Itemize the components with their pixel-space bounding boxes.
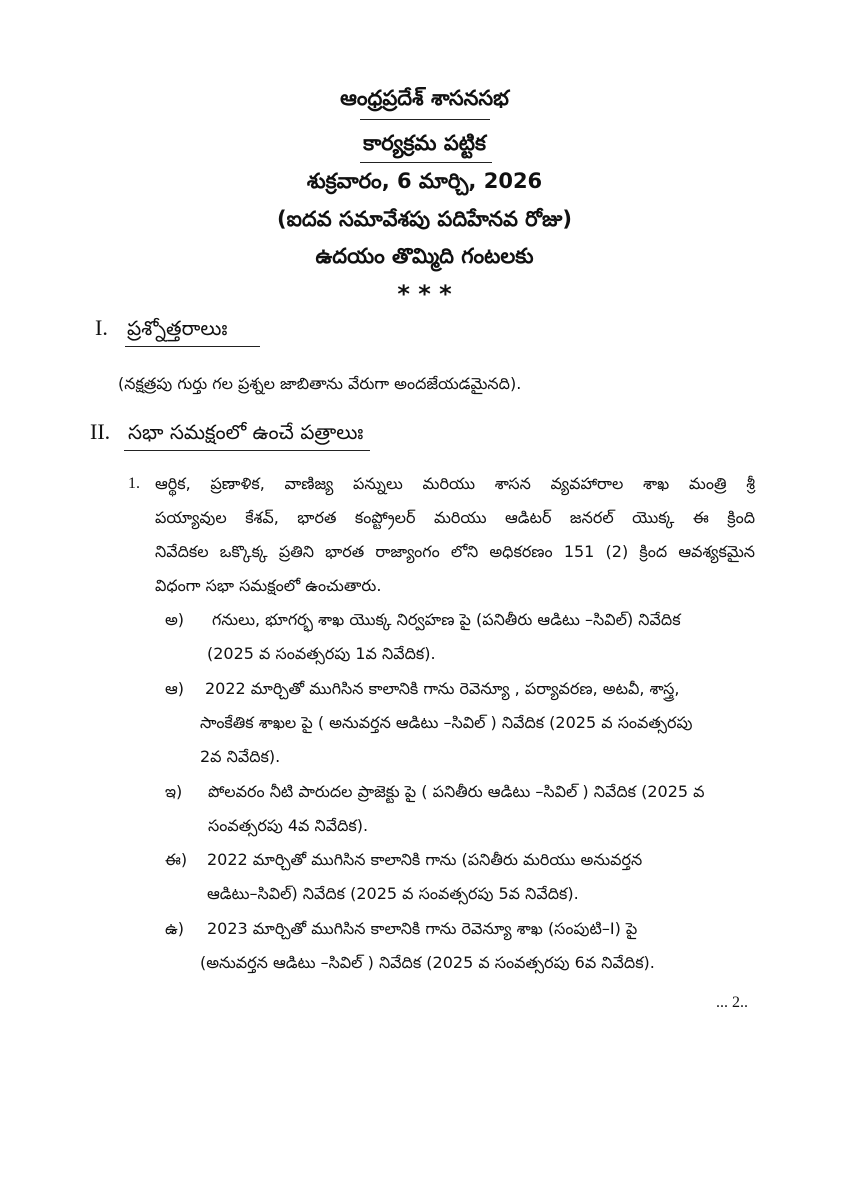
item-1-line-2: పయ్యావుల కేశవ్, భారత కంప్ట్రోలర్ మరియు ఆడిటర్ జనరల్ యొక్క ఈ క్రింది: [155, 508, 755, 527]
agenda-rule: [360, 162, 492, 163]
section-2-underline: [124, 450, 370, 451]
subitem-aa-line-3: 2వ నివేదిక).: [200, 747, 281, 766]
subitem-ii-label: ఈ): [165, 850, 188, 869]
item-1-line-4: విధంగా సభా సమక్షంలో ఉంచుతారు.: [155, 576, 382, 595]
subitem-aa-label: ఆ): [165, 679, 185, 698]
subitem-a-label: అ): [165, 610, 185, 629]
subitem-ii-line-1: 2022 మార్చితో ముగిసిన కాలానికి గాను (పనితీరు మరియు అనువర్తన: [207, 850, 643, 869]
subitem-i-label: ఇ): [165, 782, 183, 801]
assembly-title: ఆంధ్రప్రదేశ్ శాసనసభ: [340, 86, 509, 110]
subitem-a-line-1: గనులు, భూగర్భ శాఖ యొక్క నిర్వహణ పై (పనితీరు ఆడిటు –సివిల్) నివేదిక: [212, 610, 681, 629]
subitem-a-line-2: (2025 వ సంవత్సరపు 1వ నివేదిక).: [207, 644, 436, 663]
subitem-u-line-1: 2023 మార్చితో ముగిసిన కాలానికి గాను రెవెన్యూ శాఖ (సంపుటి–I) పై: [207, 919, 638, 938]
page-continuation: ... 2..: [716, 994, 748, 1011]
agenda-title: కార్యక్రమ పట్టిక: [363, 131, 486, 155]
separator-stars: * * *: [397, 280, 452, 308]
section-2-title: సభా సమక్షంలో ఉంచే పత్రాలుః: [128, 420, 364, 444]
title-rule: [360, 119, 490, 120]
section-2-number: II.: [90, 419, 111, 444]
session-info: (ఐదవ సమావేశపు పదిహేనవ రోజు): [277, 207, 572, 231]
subitem-ii-line-2: ఆడిటు–సివిల్) నివేదిక (2025 వ సంవత్సరపు 5వ నివేదిక).: [207, 884, 579, 903]
section-2-heading: [90, 418, 364, 446]
section-1-underline: [125, 346, 260, 347]
meeting-time: ఉదయం తొమ్మిది గంటలకు: [315, 244, 534, 268]
item-1-line-1: ఆర్థిక, ప్రణాళిక, వాణిజ్య పన్నులు మరియు శాసన వ్యవహారాల శాఖ మంత్రి శ్రీ: [155, 474, 755, 493]
subitem-i-line-2: సంవత్సరపు 4వ నివేదిక).: [208, 816, 369, 835]
section-1-title: ప్రశ్నోత్తరాలుః: [127, 316, 228, 340]
agenda-date: శుక్రవారం, 6 మార్చి, 2026: [306, 169, 543, 193]
item-1-line-3: నివేదికల ఒక్కొక్క ప్రతిని భారత రాజ్యాంగం లోని అధికరణం 151 (2) క్రింద ఆవశ్యకమైన: [155, 542, 755, 561]
section-1-heading: [95, 314, 228, 342]
subitem-aa-line-2: సాంకేతిక శాఖల పై ( అనువర్తన ఆడిటు –సివిల్ ) నివేదిక (2025 వ సంవత్సరపు: [200, 713, 693, 732]
section-1-number: I.: [95, 315, 108, 340]
item-1-number: 1.: [128, 475, 140, 492]
subitem-u-line-2: (అనువర్తన ఆడిటు –సివిల్ ) నివేదిక (2025 వ సంవత్సరపు 6వ నివేదిక).: [200, 953, 655, 972]
subitem-i-line-1: పోలవరం నీటి పారుదల ప్రాజెక్టు పై ( పనితీరు ఆడిటు –సివిల్ ) నివేదిక (2025 వ: [208, 782, 705, 801]
subitem-u-label: ఉ): [165, 919, 185, 938]
section-1-note: (నక్షత్రపు గుర్తు గల ప్రశ్నల జాబితాను వేరుగా అందజేయడమైనది).: [118, 374, 522, 393]
subitem-aa-line-1: 2022 మార్చితో ముగిసిన కాలానికి గాను రెవెన్యూ , పర్యావరణ, అటవీ, శాస్త్ర,: [205, 679, 680, 698]
